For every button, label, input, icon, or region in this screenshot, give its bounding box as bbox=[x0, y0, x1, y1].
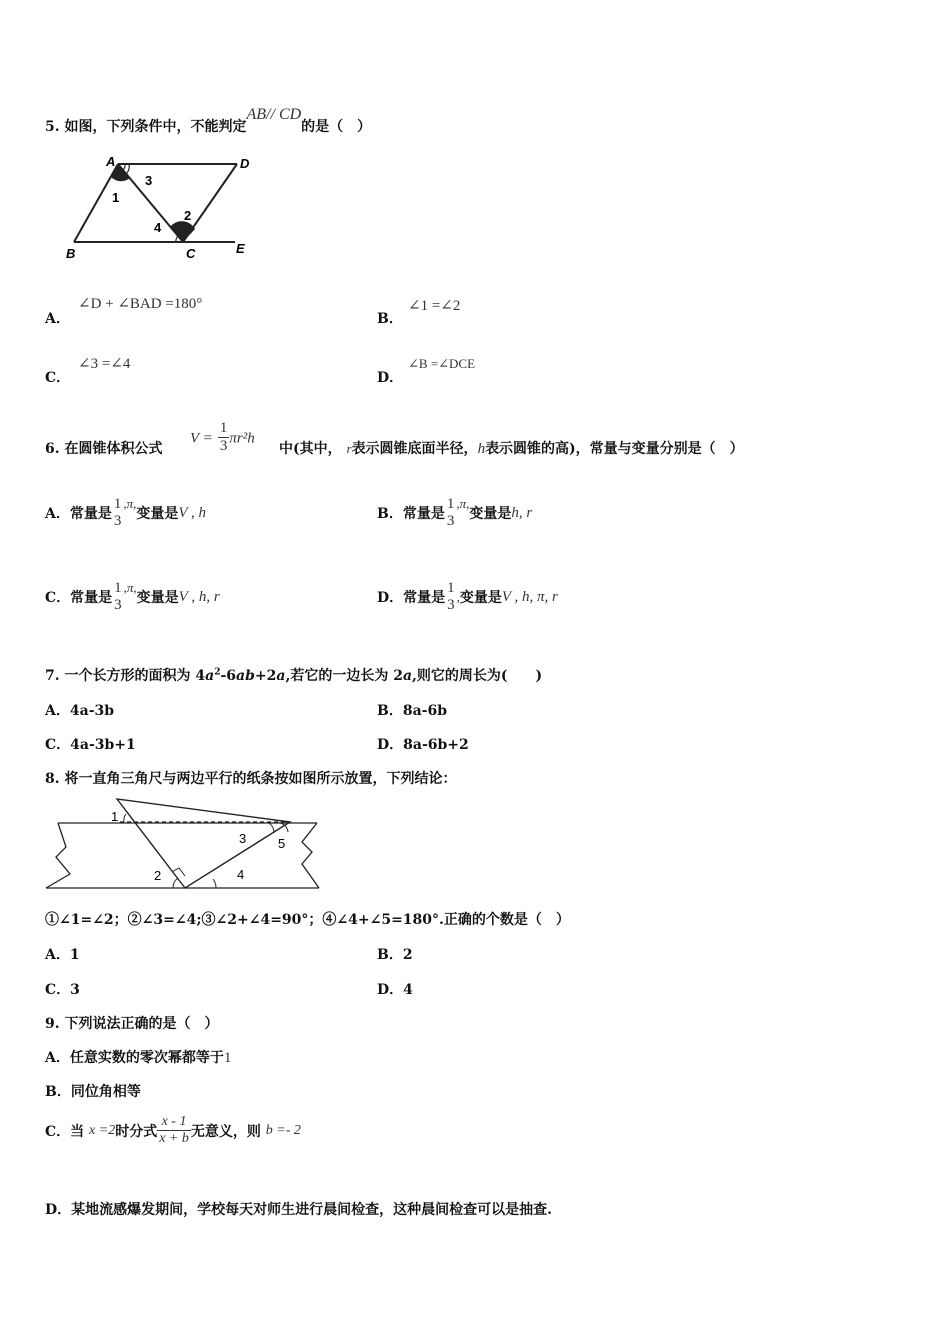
q5-option-b[interactable]: ∠1 =∠2 bbox=[408, 298, 461, 314]
q6-option-c-const-label: 常量是 bbox=[70, 590, 113, 607]
label-E: E bbox=[236, 241, 245, 256]
label-4: 4 bbox=[154, 220, 162, 235]
q7-stem-e: ,则它的周长为( ) bbox=[412, 668, 543, 684]
q9-option-c[interactable] bbox=[45, 1114, 301, 1147]
q6-formula-den: 3 bbox=[219, 438, 228, 455]
q6-option-a[interactable] bbox=[45, 496, 206, 531]
q6-option-d-const-label: 常量是 bbox=[403, 590, 446, 607]
q8-option-d-text: 4 bbox=[403, 982, 413, 998]
q6-option-c-num: 1 bbox=[114, 580, 122, 596]
q5-stem-post: 的是（ ） bbox=[301, 119, 372, 135]
q9-option-b[interactable] bbox=[45, 1081, 141, 1101]
q9-option-c-num: x - 1 bbox=[161, 1114, 187, 1129]
q7-stem-a-var: a bbox=[205, 668, 215, 684]
q7-stem bbox=[45, 665, 542, 685]
fig8-label-4: 4 bbox=[237, 867, 245, 882]
q6-option-b-den: 3 bbox=[446, 513, 455, 530]
q5-parallelogram-figure bbox=[60, 150, 260, 262]
q6-stem-mid: 中(其中， bbox=[279, 441, 342, 457]
q7-stem-a-sup: 2 bbox=[214, 667, 221, 678]
angle-3-mark-outer bbox=[126, 164, 129, 174]
q8-option-a-letter: A． bbox=[45, 947, 70, 963]
q6-option-c-after: ,π, bbox=[123, 580, 137, 595]
fig8-label-2: 2 bbox=[154, 868, 162, 883]
q9-option-c-mid: 时分式 bbox=[115, 1123, 158, 1140]
angle-1-arc bbox=[124, 814, 126, 822]
q6-formula-lhs: V = bbox=[190, 430, 213, 447]
q6-option-b-fraction bbox=[445, 496, 457, 531]
right-triangle bbox=[117, 799, 290, 888]
q9-option-a[interactable] bbox=[45, 1047, 231, 1067]
q7-option-a[interactable] bbox=[45, 700, 114, 720]
q6-formula-num: 1 bbox=[219, 420, 228, 436]
q9-option-c-fraction bbox=[157, 1114, 191, 1147]
q6-option-d-letter: D． bbox=[377, 590, 404, 607]
label-2: 2 bbox=[184, 208, 192, 223]
q7-stem-b-var: ab bbox=[236, 668, 255, 684]
q6-option-d[interactable] bbox=[377, 580, 558, 615]
q6-option-d-vars: V , h, π, r bbox=[501, 588, 558, 605]
q6-option-d-fraction bbox=[445, 580, 457, 615]
q6-option-c-den: 3 bbox=[114, 597, 122, 614]
label-3: 3 bbox=[145, 173, 153, 188]
q6-option-b-num: 1 bbox=[446, 496, 455, 512]
q9-option-b-letter: B． bbox=[45, 1084, 71, 1100]
q7-option-d-letter: D． bbox=[377, 737, 404, 753]
angle-2-arc bbox=[173, 878, 178, 888]
q9-option-c-result: b =- 2 bbox=[265, 1122, 301, 1138]
q8-option-c-text: 3 bbox=[70, 982, 80, 998]
q6-formula-rest: πr²h bbox=[229, 430, 255, 447]
label-D: D bbox=[240, 156, 250, 171]
q6-option-a-letter: A． bbox=[45, 506, 70, 523]
q7-number: 7. bbox=[45, 668, 60, 684]
q8-option-d-letter: D． bbox=[377, 982, 404, 998]
q9-option-c-den: x + b bbox=[159, 1131, 189, 1147]
q6-stem-post: 表示圆锥的高)，常量与变量分别是（ ） bbox=[485, 441, 744, 457]
q9-option-b-text: 同位角相等 bbox=[70, 1084, 141, 1100]
q6-stem-pre: 在圆锥体积公式 bbox=[64, 441, 163, 457]
q6-option-d-var-label: 变量是 bbox=[459, 590, 502, 607]
q6-option-b-const-label: 常量是 bbox=[402, 506, 445, 523]
q6-option-a-num: 1 bbox=[113, 496, 122, 512]
q8-stem bbox=[45, 768, 457, 788]
q7-stem-c-var: a bbox=[276, 668, 286, 684]
right-angle-mark bbox=[172, 868, 185, 876]
label-B: B bbox=[66, 246, 76, 261]
q6-option-a-vars: V , h bbox=[178, 504, 207, 521]
q7-option-d[interactable] bbox=[377, 734, 469, 754]
q9-option-a-math: 1 bbox=[223, 1050, 232, 1066]
q6-option-a-after: ,π, bbox=[123, 496, 137, 511]
q6-number: 6. bbox=[45, 441, 60, 457]
q6-option-c-vars: V , h, r bbox=[178, 588, 220, 605]
q6-option-a-const-label: 常量是 bbox=[69, 506, 112, 523]
q6-option-c-var-label: 变量是 bbox=[136, 590, 179, 607]
fig8-label-1: 1 bbox=[111, 809, 119, 824]
q9-option-c-post: 无意义，则 bbox=[190, 1123, 261, 1140]
q7-stem-c: +2 bbox=[254, 668, 277, 684]
q8-option-c-letter: C． bbox=[45, 982, 71, 998]
q8-conclusions: ①∠1=∠2；②∠3=∠4;③∠2+∠4=90°；④∠4+∠5=180°.正确的个数是（ ） bbox=[45, 912, 570, 928]
q9-option-c-letter: C． bbox=[45, 1123, 71, 1140]
q5-option-c-letter[interactable]: C． bbox=[45, 370, 71, 386]
q7-option-a-letter: A． bbox=[45, 703, 70, 719]
q5-stem-pre: 如图，下列条件中，不能判定 bbox=[64, 119, 247, 135]
q6-option-b-after: ,π, bbox=[456, 496, 470, 511]
q7-stem-b: -6 bbox=[220, 668, 237, 684]
strip-left-jagged-edge bbox=[46, 823, 70, 888]
q6-formula bbox=[190, 420, 255, 456]
q9-option-d-text: 某地流感爆发期间，学校每天对师生进行晨间检查，这种晨间检查可以是抽查. bbox=[71, 1202, 553, 1218]
q6-option-a-var-label: 变量是 bbox=[136, 506, 179, 523]
q9-option-c-pre: 当 bbox=[70, 1123, 85, 1140]
q7-option-d-text: 8a-6b+2 bbox=[403, 737, 469, 753]
q7-stem-a: 一个长方形的面积为 4 bbox=[64, 668, 206, 684]
label-C: C bbox=[186, 246, 196, 261]
q6-stem-mid2: 表示圆锥底面半径， bbox=[351, 441, 478, 457]
q8-option-a[interactable] bbox=[45, 944, 80, 964]
q9-option-c-cond: x =2 bbox=[89, 1122, 116, 1138]
q7-option-b[interactable] bbox=[377, 700, 447, 720]
q7-stem-d: ,若它的一边长为 2 bbox=[285, 668, 403, 684]
fig8-label-5: 5 bbox=[278, 836, 286, 851]
angle-3-arc bbox=[269, 823, 274, 833]
q6-option-b-var-label: 变量是 bbox=[469, 506, 512, 523]
q7-stem-d-var: a bbox=[402, 668, 413, 684]
q5-option-c[interactable]: ∠3 =∠4 bbox=[78, 356, 131, 372]
q6-r: r bbox=[346, 441, 352, 456]
q8-option-b-text: 2 bbox=[402, 947, 413, 963]
q9-option-a-text: 任意实数的零次幂都等于 bbox=[69, 1050, 224, 1066]
q6-option-c[interactable] bbox=[45, 580, 220, 615]
strip-right-jagged-edge bbox=[302, 823, 319, 888]
q7-option-a-text: 4a-3b bbox=[69, 703, 115, 719]
q9-stem bbox=[45, 1013, 219, 1033]
q5-number: 5. bbox=[45, 119, 60, 135]
q5-option-a[interactable]: ∠D + ∠BAD =180° bbox=[78, 296, 203, 312]
q6-option-b-letter: B． bbox=[377, 506, 403, 523]
q9-stem-text: 下列说法正确的是（ ） bbox=[64, 1016, 219, 1032]
q9-number: 9. bbox=[45, 1016, 60, 1032]
q7-option-b-letter: B． bbox=[377, 703, 403, 719]
q7-option-c-letter: C． bbox=[45, 737, 71, 753]
q5-option-a-letter[interactable]: A． bbox=[45, 311, 70, 327]
q9-option-d-letter: D． bbox=[45, 1202, 72, 1218]
q6-option-b[interactable] bbox=[377, 496, 532, 531]
q6-formula-fraction bbox=[218, 420, 230, 456]
q6-option-d-after: , bbox=[456, 589, 460, 605]
q8-triangle-strip-figure bbox=[40, 792, 330, 894]
q7-option-c-text: 4a-3b+1 bbox=[70, 737, 136, 753]
q6-option-a-den: 3 bbox=[113, 513, 122, 530]
fig8-label-3: 3 bbox=[239, 831, 247, 846]
label-1: 1 bbox=[112, 190, 120, 205]
q5-option-b-letter[interactable]: B． bbox=[377, 311, 403, 327]
q8-option-d[interactable] bbox=[377, 979, 413, 999]
q6-option-c-letter: C． bbox=[45, 590, 71, 607]
label-A: A bbox=[106, 154, 116, 169]
q6-option-a-fraction bbox=[112, 496, 124, 531]
q8-option-b[interactable] bbox=[377, 944, 413, 964]
q6-option-b-vars: h, r bbox=[511, 504, 533, 521]
q8-option-b-letter: B． bbox=[377, 947, 403, 963]
q9-option-d[interactable] bbox=[45, 1199, 552, 1219]
q5-option-d-letter[interactable]: D． bbox=[377, 370, 404, 386]
q6-option-c-fraction bbox=[112, 580, 124, 615]
q7-option-b-text: 8a-6b bbox=[402, 703, 447, 719]
q6-stem-continued bbox=[279, 438, 744, 458]
q9-option-a-letter: A． bbox=[45, 1050, 70, 1066]
q6-option-d-num: 1 bbox=[447, 580, 455, 596]
q8-stem-text: 将一直角三角尺与两边平行的纸条按如图所示放置，下列结论： bbox=[64, 771, 457, 787]
q8-option-c[interactable] bbox=[45, 979, 80, 999]
q8-number: 8. bbox=[45, 771, 60, 787]
q5-stem-math: AB// CD bbox=[246, 106, 302, 123]
q8-option-a-text: 1 bbox=[69, 947, 80, 963]
q6-stem bbox=[45, 438, 163, 458]
angle-4-arc bbox=[213, 879, 216, 888]
q6-h: h bbox=[477, 441, 486, 457]
q5-option-d[interactable]: ∠B =∠DCE bbox=[408, 356, 476, 371]
q7-option-c[interactable] bbox=[45, 734, 136, 754]
q5-stem bbox=[45, 106, 372, 136]
q6-option-d-den: 3 bbox=[447, 597, 455, 614]
